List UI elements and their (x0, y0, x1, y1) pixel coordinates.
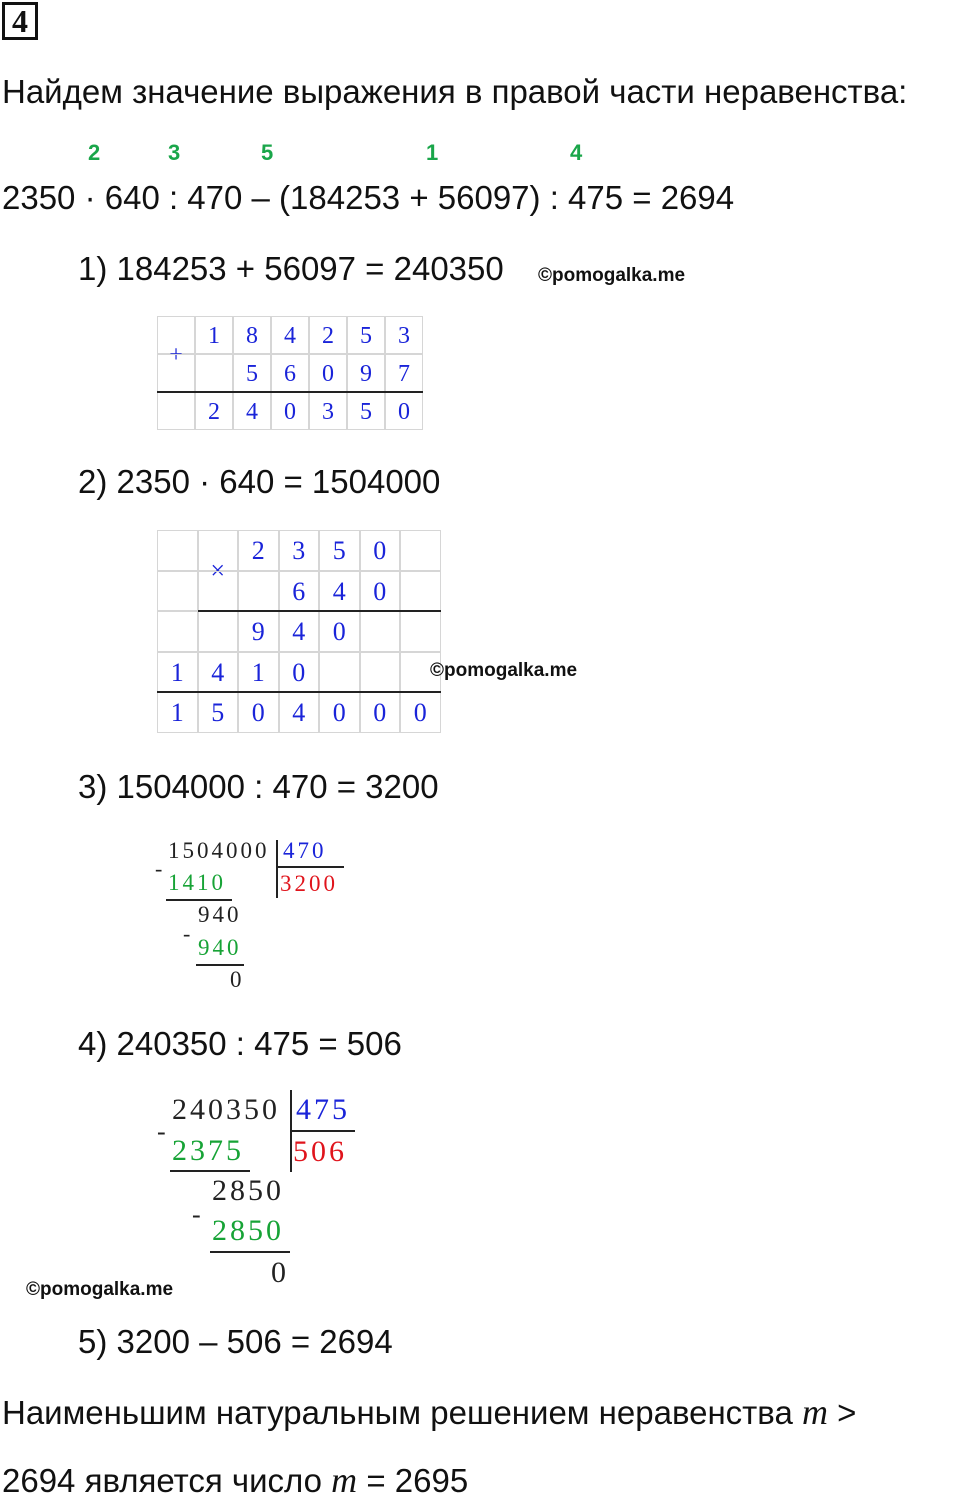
grid-cell (157, 530, 198, 571)
grid-cell: 0 (238, 692, 279, 733)
grid-cell: 0 (319, 611, 360, 652)
grid-cell: 2 (238, 530, 279, 571)
grid-cell: 8 (233, 316, 271, 354)
grid-cell: 1 (157, 652, 198, 693)
grid-cell (400, 530, 441, 571)
subtrahend-2: 2850 (212, 1214, 284, 1247)
addition-grid (157, 316, 423, 430)
grid-cell: × (198, 530, 239, 571)
grid-cell: 0 (279, 652, 320, 693)
final-remainder: 0 (271, 1256, 289, 1289)
grid-cell (198, 571, 239, 612)
grid-cell: 0 (309, 354, 347, 392)
conclusion-text-1: Наименьшим натуральным решением неравенства (2, 1394, 802, 1431)
grid-cell: 3 (309, 392, 347, 430)
subtrahend-1: 1410 (168, 870, 226, 895)
dividend: 240350 (172, 1093, 280, 1126)
grid-cell (198, 611, 239, 652)
sum-line (157, 391, 423, 393)
step5-label: 5) 3200 – 506 = 2694 (78, 1323, 393, 1360)
minus-sign: - (183, 921, 194, 946)
grid-cell: 4 (233, 392, 271, 430)
subtrahend-1: 2375 (172, 1134, 244, 1167)
minus-sign: - (192, 1200, 204, 1229)
grid-cell: 2 (309, 316, 347, 354)
grid-cell (157, 571, 198, 612)
grid-cell: 4 (271, 316, 309, 354)
grid-cell: + (157, 316, 195, 354)
grid-cell: 4 (279, 611, 320, 652)
grid-cell: 3 (385, 316, 423, 354)
minus-sign: - (155, 856, 166, 881)
intro-text: Найдем значение выражения в правой части неравенства: (2, 73, 908, 110)
remainder-1: 2850 (212, 1174, 284, 1207)
step2-label: 2) 2350 · 640 = 1504000 (78, 463, 441, 500)
grid-cell: 0 (360, 530, 401, 571)
grid-cell (157, 392, 195, 430)
grid-cell: 0 (360, 571, 401, 612)
remainder-1: 940 (198, 902, 242, 927)
grid-cell: 5 (319, 530, 360, 571)
final-remainder: 0 (230, 967, 245, 992)
grid-cell: 4 (198, 652, 239, 693)
conclusion-answer: = 2695 (357, 1462, 469, 1499)
grid-cell: 5 (233, 354, 271, 392)
order-mark-3: 5 (261, 140, 274, 165)
grid-cell: 0 (385, 392, 423, 430)
divisor: 475 (296, 1093, 350, 1126)
conclusion-gt: > (827, 1394, 857, 1431)
grid-cell (157, 611, 198, 652)
grid-cell: 9 (238, 611, 279, 652)
grid-cell: 5 (347, 392, 385, 430)
grid-cell: 1 (195, 316, 233, 354)
order-mark-5: 4 (570, 140, 583, 165)
grid-cell: 6 (271, 354, 309, 392)
dividend: 1504000 (168, 838, 270, 863)
grid-cell (360, 652, 401, 693)
quotient: 506 (293, 1135, 347, 1168)
grid-cell: 3 (279, 530, 320, 571)
divisor: 470 (283, 838, 327, 863)
grid-cell (400, 571, 441, 612)
grid-cell (195, 354, 233, 392)
quotient: 3200 (280, 871, 338, 896)
grid-cell: 7 (385, 354, 423, 392)
grid-cell: 0 (271, 392, 309, 430)
grid-cell: 4 (279, 692, 320, 733)
grid-cell: 2 (195, 392, 233, 430)
grid-cell: 1 (238, 652, 279, 693)
conclusion-text-2: 2694 является число (2, 1462, 332, 1499)
watermark: ©pomogalka.me (538, 265, 686, 286)
step1-label: 1) 184253 + 56097 = 240350 (78, 250, 504, 287)
order-mark-2: 3 (168, 140, 181, 165)
variable-m: m (331, 1460, 358, 1500)
order-mark-4: 1 (426, 140, 439, 165)
grid-cell: 1 (157, 692, 198, 733)
minus-sign: - (157, 1117, 169, 1146)
subtrahend-2: 940 (198, 935, 242, 960)
product-line (157, 691, 441, 693)
multiplication-grid (157, 530, 441, 733)
conclusion-line-1 (2, 1392, 856, 1433)
watermark: ©pomogalka.me (430, 660, 578, 681)
grid-cell: 5 (198, 692, 239, 733)
grid-cell: 0 (400, 692, 441, 733)
grid-cell: 0 (360, 692, 401, 733)
grid-cell: 9 (347, 354, 385, 392)
task-number: 4 (2, 2, 38, 40)
grid-cell (400, 611, 441, 652)
grid-cell (238, 571, 279, 612)
watermark: ©pomogalka.me (26, 1279, 174, 1300)
step4-label: 4) 240350 : 475 = 506 (78, 1025, 402, 1062)
grid-cell: 6 (279, 571, 320, 612)
grid-cell (360, 611, 401, 652)
product-line (198, 610, 441, 612)
order-mark-1: 2 (88, 140, 101, 165)
grid-cell (319, 652, 360, 693)
step3-label: 3) 1504000 : 470 = 3200 (78, 768, 439, 805)
grid-cell: 0 (319, 692, 360, 733)
grid-cell (157, 354, 195, 392)
expression: 2350 · 640 : 470 – (184253 + 56097) : 475 = 2694 (2, 179, 735, 216)
variable-m: m (801, 1392, 828, 1432)
grid-cell: 5 (347, 316, 385, 354)
grid-cell: 4 (319, 571, 360, 612)
